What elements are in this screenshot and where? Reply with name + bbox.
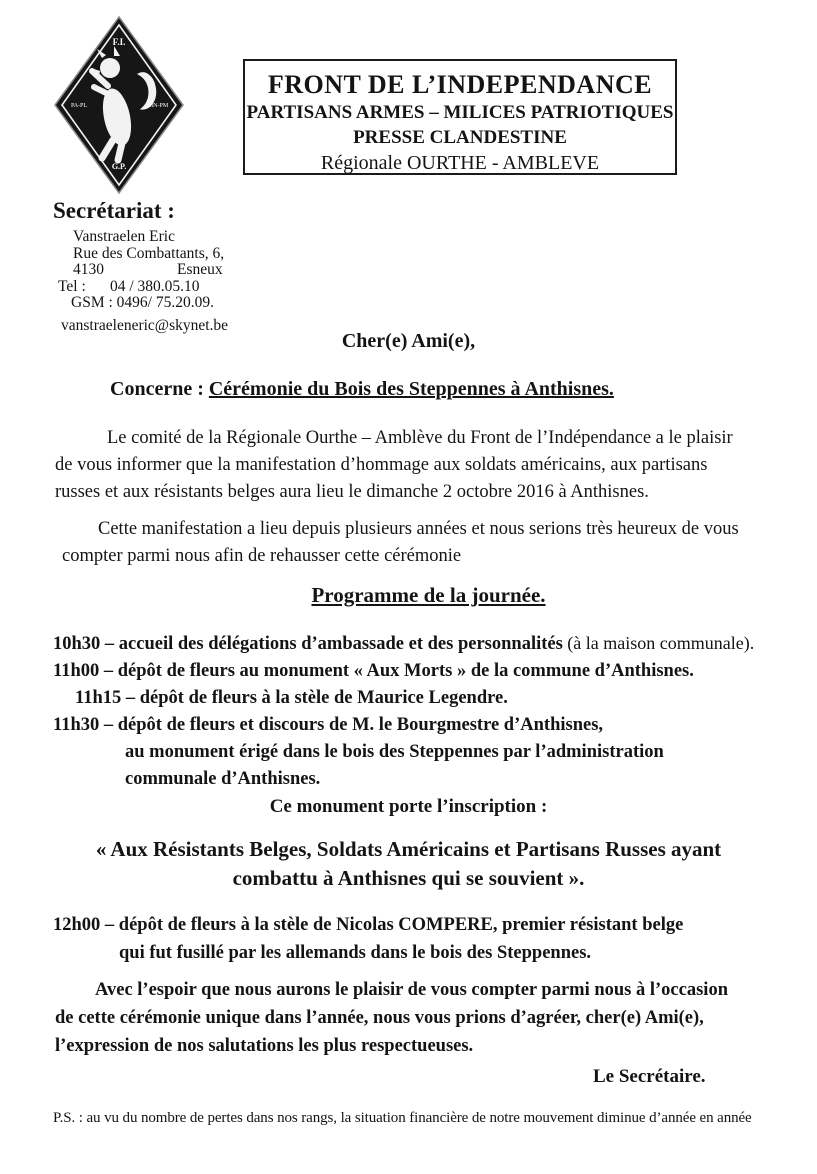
org-region: Régionale OURTHE - AMBLEVE (320, 152, 600, 174)
text-line: 12h00 – dépôt de fleurs à la stèle de Nicolas COMPERE, premier résistant belge (53, 915, 684, 935)
secretary-name: Vanstraelen Eric (73, 228, 175, 245)
city: Esneux (177, 261, 223, 278)
text-line: compter parmi nous afin de rehausser cette cérémonie (62, 546, 462, 566)
closing-paragraph (55, 976, 728, 1060)
emblem-top-label: F.I. (112, 37, 126, 47)
programme-item-11h00: 11h00 – dépôt de fleurs au monument « Aux Morts » de la commune d’Anthisnes. (53, 661, 694, 681)
emblem-left-label: PA-PL (70, 103, 88, 109)
emblem-bottom-label: G.P. (111, 162, 127, 171)
inscription-line: « Aux Résistants Belges, Soldats Américains et Partisans Russes ayant (95, 837, 722, 861)
secretary-street: Rue des Combattants, 6, (73, 244, 225, 262)
postal-code: 4130 (73, 261, 104, 278)
programme-item-12h00 (53, 911, 683, 967)
org-subtitle-2: PRESSE CLANDESTINE (353, 127, 567, 148)
emblem-right-label: MN-PM (147, 103, 169, 109)
gsm-line: GSM : 0496/ 75.20.09. (71, 294, 214, 311)
phone-line (58, 279, 228, 296)
text-line: Le comité de la Régionale Ourthe – Amblève du Front de l’Indépendance a le plaisir (107, 428, 733, 448)
text-line: Avec l’espoir que nous aurons le plaisir de vous compter parmi nous à l’occasion (95, 980, 728, 1000)
programme-list (53, 630, 754, 793)
programme-item-11h30-cont: communale d’Anthisnes. (125, 769, 321, 789)
secretary-city-line (73, 262, 228, 279)
postscript: P.S. : au vu du nombre de pertes dans nos rangs, la situation financière de notre mouvement diminue d’année en année (53, 1110, 752, 1126)
text-line: qui fut fusillé par les allemands dans le bois des Steppennes. (119, 943, 592, 963)
subject-label: Concerne : (110, 378, 209, 400)
org-subtitle-1: PARTISANS ARMES – MILICES PATRIOTIQUES (246, 102, 674, 123)
text-line: l’expression de nos salutations les plus respectueuses. (55, 1036, 474, 1056)
inscription-intro: Ce monument porte l’inscription : (269, 796, 548, 817)
signature: Le Secrétaire. (593, 1066, 706, 1087)
subject-line (110, 378, 614, 401)
programme-item-11h30: 11h30 – dépôt de fleurs et discours de M. le Bourgmestre d’Anthisnes, (53, 715, 604, 735)
text-line: de vous informer que la manifestation d’hommage aux soldats américains, aux partisans (55, 455, 708, 475)
text-line: de cette cérémonie unique dans l’année, nous vous prions d’agréer, cher(e) Ami(e), (55, 1008, 704, 1028)
monument-inscription (0, 835, 817, 893)
text-line: Cette manifestation a lieu depuis plusieurs années et nous serions très heureux de vous (98, 519, 739, 539)
programme-item-10h30: 10h30 – accueil des délégations d’ambassade et des personnalités (à la maison communale). (53, 633, 755, 654)
programme-item-11h15: 11h15 – dépôt de fleurs à la stèle de Maurice Legendre. (75, 688, 508, 708)
programme-title: Programme de la journée. (311, 583, 546, 607)
secretariat-block (53, 198, 228, 334)
fi-lion-emblem-icon (52, 14, 186, 196)
org-title: FRONT DE L’INDEPENDANCE (267, 70, 653, 99)
programme-item-11h30-cont: au monument érigé dans le bois des Steppennes par l’administration (125, 742, 664, 762)
paragraph-intro (55, 425, 733, 506)
secretariat-title: Secrétariat : (53, 198, 175, 223)
subject-text: Cérémonie du Bois des Steppennes à Anthisnes. (208, 378, 614, 400)
salutation: Cher(e) Ami(e), (341, 330, 476, 352)
phone-label: Tel : (58, 277, 86, 295)
phone-number: 04 / 380.05.10 (110, 277, 200, 295)
text-line: russes et aux résistants belges aura lieu le dimanche 2 octobre 2016 à Anthisnes. (55, 482, 649, 502)
letterhead-box (243, 59, 677, 175)
email-address: vanstraeleneric@skynet.be (61, 316, 229, 334)
paragraph-invitation (58, 516, 739, 570)
inscription-line: combattu à Anthisnes qui se souvient ». (232, 866, 585, 890)
